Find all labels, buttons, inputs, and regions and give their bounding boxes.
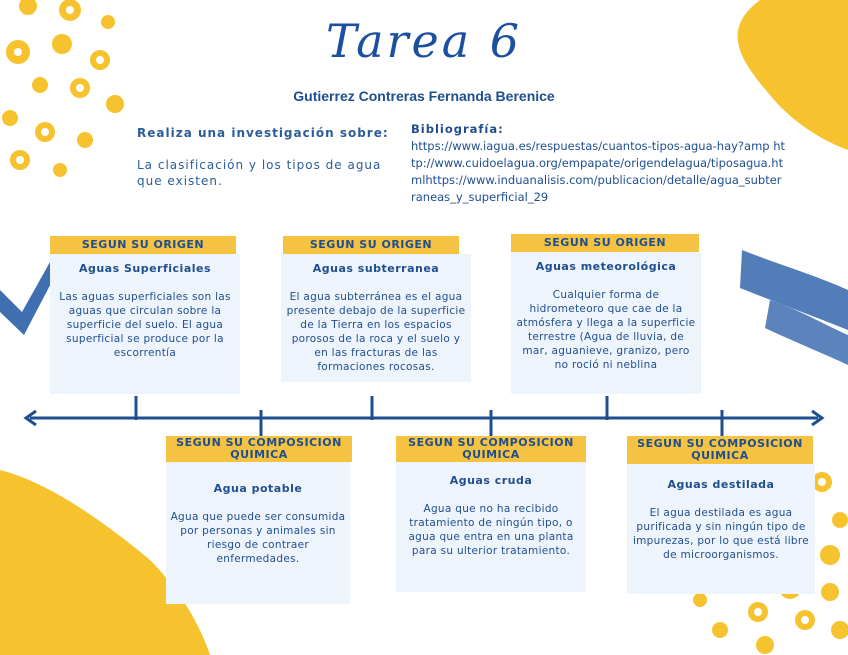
card-title: Aguas Superficiales (78, 262, 212, 275)
card-text: El agua destilada es agua purificada y sin ningún tipo de impurezas, por lo que está libre de microorganismos. (632, 507, 810, 561)
task-text: La clasificación y los tipos de agua que existen. (137, 158, 382, 188)
card-tag: SEGUN SU COMPOSICION QUIMICA (166, 436, 352, 462)
task-section (137, 125, 399, 189)
card-tag: SEGUN SU ORIGEN (283, 236, 459, 254)
bibliography-text: https://www.iagua.es/respuestas/cuantos-tipos-agua-hay?amp http://www.cuidoelagua.org/empapate/origendelagua/tiposagua.htmlhttps://www.induanalisis.com/publicacion/detalle/agua_subterraneas_y_superficial_29 (411, 139, 786, 204)
card-title: Aguas meteorológica (535, 260, 677, 273)
card-tag: SEGUN SU COMPOSICION QUIMICA (396, 436, 586, 462)
card-text: Las aguas superficiales son las aguas que circulan sobre la superficie del suelo. El agua superficial se produce por la escorrentía (59, 291, 231, 359)
card-text: El agua subterránea es el agua presente debajo de la superficie de la Tierra en los espacios porosos de la roca y el suelo y en las fracturas de las formaciones rocosas. (286, 291, 466, 373)
timeline (26, 396, 822, 436)
card-text: Agua que puede ser consumida por personas y animales sin riesgo de contraer enfermedades. (170, 511, 346, 565)
card-aguas-cruda (396, 462, 586, 592)
card-aguas-destilada (627, 464, 815, 594)
card-agua-potable (166, 462, 350, 604)
card-aguas-meteorologica (511, 252, 701, 394)
card-aguas-subterranea (281, 254, 471, 382)
card-title: Aguas subterranea (312, 262, 440, 275)
card-text: Agua que no ha recibido tratamiento de ningún tipo, o agua que entra en una planta para su ulterior tratamiento. (408, 503, 574, 557)
task-label: Realiza una investigación sobre: (137, 126, 389, 140)
bibliography-label: Bibliografía: (411, 122, 504, 136)
card-title: Aguas cruda (449, 474, 533, 487)
author-name: Gutierrez Contreras Fernanda Berenice (293, 88, 555, 104)
card-tag: SEGUN SU ORIGEN (50, 236, 236, 254)
card-tag: SEGUN SU COMPOSICION QUIMICA (627, 436, 813, 464)
card-aguas-superficiales (50, 254, 240, 394)
card-title: Agua potable (213, 482, 303, 495)
bibliography-section (411, 121, 786, 206)
card-tag: SEGUN SU ORIGEN (511, 234, 699, 252)
card-title: Aguas destilada (667, 478, 775, 491)
card-text: Cualquier forma de hidrometeoro que cae de la atmósfera y llega a la superficie terrestre (Agua de lluvia, de mar, aguanieve, granizo, pero no roció ni neblina (516, 289, 696, 371)
page-title: Tarea 6 (325, 14, 523, 68)
